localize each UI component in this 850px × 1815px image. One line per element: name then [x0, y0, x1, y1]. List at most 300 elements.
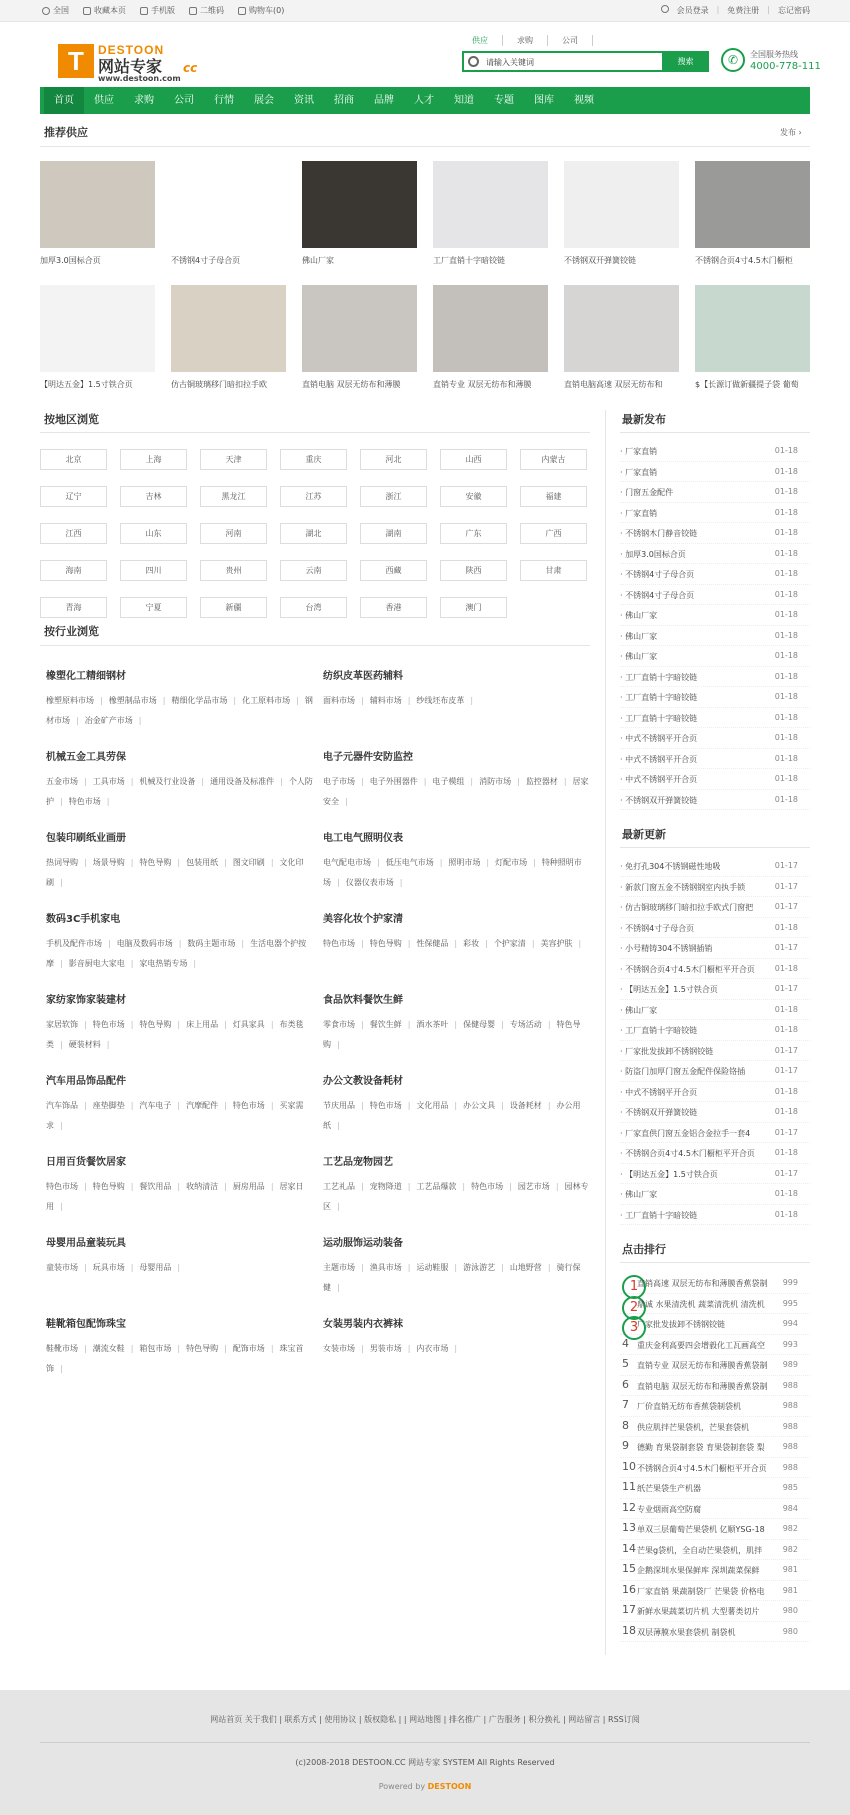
- industry-link[interactable]: 汽摩配件: [186, 1101, 219, 1110]
- list-item-title[interactable]: · 佛山厂家: [620, 631, 658, 641]
- industry-link[interactable]: 工艺品爆款: [416, 1182, 457, 1191]
- industry-link[interactable]: 工艺礼品: [323, 1182, 355, 1191]
- list-item[interactable]: [620, 708, 810, 729]
- nav-item[interactable]: 首页: [44, 87, 84, 114]
- product-card[interactable]: [40, 161, 155, 266]
- product-image[interactable]: [564, 285, 679, 372]
- nav-item[interactable]: 供应: [94, 95, 114, 106]
- topbar-account-link[interactable]: 会员登录: [676, 6, 709, 15]
- rank-item[interactable]: [620, 1601, 810, 1622]
- product-card[interactable]: [433, 285, 548, 390]
- industry-link[interactable]: 家电热销专场: [139, 959, 188, 968]
- search-tab[interactable]: 公司: [548, 35, 593, 46]
- product-card[interactable]: [564, 161, 679, 266]
- industry-heading[interactable]: 女装男装内衣裤袜: [323, 1319, 403, 1330]
- product-image[interactable]: [695, 285, 810, 372]
- industry-link[interactable]: 个护家清: [493, 939, 526, 948]
- industry-heading[interactable]: 包装印刷纸业画册: [46, 833, 126, 844]
- list-item[interactable]: [620, 585, 810, 606]
- list-item-title[interactable]: · 厂家批发拔卸不锈钢铰链: [620, 1046, 714, 1056]
- list-item[interactable]: [620, 667, 810, 688]
- industry-link[interactable]: 橡塑原料市场: [46, 696, 94, 705]
- industry-heading[interactable]: 橡塑化工精细钢材: [46, 671, 126, 682]
- industry-link[interactable]: 特种照明市场: [323, 858, 582, 887]
- list-item[interactable]: [620, 462, 810, 483]
- industry-link[interactable]: 图文印刷: [232, 858, 265, 867]
- list-item[interactable]: [620, 1123, 810, 1144]
- list-item[interactable]: [620, 1000, 810, 1021]
- area-link[interactable]: 上海: [120, 449, 187, 470]
- area-link[interactable]: 江西: [40, 523, 107, 544]
- list-item[interactable]: [620, 646, 810, 667]
- industry-link[interactable]: 机械及行业设备: [139, 777, 196, 786]
- list-item[interactable]: [620, 1164, 810, 1185]
- search-input[interactable]: [486, 55, 666, 69]
- rank-item[interactable]: [620, 1458, 810, 1479]
- industry-link[interactable]: 居家日用: [46, 1182, 304, 1211]
- industry-link[interactable]: 居家安全: [323, 777, 589, 806]
- industry-link[interactable]: 鞋靴市场: [46, 1344, 78, 1353]
- rank-item[interactable]: [620, 1314, 810, 1335]
- list-item-title[interactable]: · 免打孔304不锈钢磁性地吸: [620, 862, 721, 871]
- product-name[interactable]: 不锈钢4寸子母合页: [171, 256, 241, 265]
- industry-link[interactable]: 个人防护: [46, 777, 313, 806]
- product-name[interactable]: 工厂直销十字暗铰链: [433, 256, 505, 265]
- rank-item[interactable]: [620, 1478, 810, 1499]
- area-link[interactable]: 山西: [440, 449, 507, 470]
- industry-link[interactable]: 面料市场: [323, 696, 355, 705]
- product-image[interactable]: [564, 161, 679, 248]
- nav-item[interactable]: 招商: [334, 95, 354, 106]
- product-card[interactable]: [302, 161, 417, 266]
- industry-link[interactable]: 箱包市场: [139, 1344, 172, 1353]
- product-name[interactable]: 不锈钢合页4寸4.5木门橱柜: [695, 256, 793, 265]
- area-link[interactable]: 云南: [280, 560, 347, 581]
- search-button[interactable]: 搜索: [662, 51, 709, 72]
- product-image[interactable]: [40, 285, 155, 372]
- industry-link[interactable]: 彩妆: [463, 939, 480, 948]
- area-link[interactable]: 青海: [40, 597, 107, 618]
- industry-link[interactable]: 灯具家具: [232, 1020, 265, 1029]
- list-item[interactable]: [620, 1205, 810, 1226]
- industry-link[interactable]: 保健母婴: [463, 1020, 496, 1029]
- industry-heading[interactable]: 家纺家饰家装建材: [46, 995, 126, 1006]
- industry-link[interactable]: 工具市场: [92, 777, 125, 786]
- area-link[interactable]: 江苏: [280, 486, 347, 507]
- industry-link[interactable]: 监控器材: [525, 777, 558, 786]
- industry-link[interactable]: 通用设备及标准件: [210, 777, 275, 786]
- list-item-title[interactable]: · 工厂直销十字暗铰链: [620, 1026, 698, 1035]
- industry-link[interactable]: 生活电器个护按摩: [46, 939, 307, 968]
- list-item[interactable]: [620, 918, 810, 939]
- rank-title[interactable]: 厂价直销无纺布香蕉袋制袋机: [637, 1402, 741, 1411]
- list-item-title[interactable]: · 不锈钢4寸子母合页: [620, 570, 695, 579]
- area-link[interactable]: 浙江: [360, 486, 427, 507]
- industry-link[interactable]: 文化用品: [416, 1101, 449, 1110]
- nav-item[interactable]: 知道: [454, 95, 474, 106]
- area-link[interactable]: 海南: [40, 560, 107, 581]
- supply-more-link[interactable]: 发布 ›: [780, 128, 802, 137]
- list-item-title[interactable]: · 中式不锈钢平开合页: [620, 754, 698, 764]
- industry-link[interactable]: 珠宝首饰: [46, 1344, 304, 1373]
- industry-link[interactable]: 买家需求: [46, 1101, 304, 1130]
- industry-link[interactable]: 性保健品: [416, 939, 449, 948]
- product-name[interactable]: 【明达五金】1.5寸铁合页: [40, 380, 133, 389]
- industry-link[interactable]: 运动鞋服: [416, 1263, 449, 1272]
- area-link[interactable]: 香港: [360, 597, 427, 618]
- product-card[interactable]: [302, 285, 417, 390]
- product-name[interactable]: 直销专业 双层无纺布和薄膜: [433, 380, 532, 389]
- rank-title[interactable]: 纸芒果袋生产机器: [637, 1484, 701, 1493]
- area-link[interactable]: 湖南: [360, 523, 427, 544]
- product-image[interactable]: [40, 161, 155, 248]
- industry-link[interactable]: 主题市场: [323, 1263, 355, 1272]
- nav-item[interactable]: 展会: [254, 95, 274, 106]
- area-link[interactable]: 陕西: [440, 560, 507, 581]
- nav-item[interactable]: 图库: [534, 95, 554, 106]
- industry-link[interactable]: 宠物降道: [369, 1182, 402, 1191]
- rank-title[interactable]: 直销高速 双层无纺布和薄膜香蕉袋制: [637, 1279, 768, 1288]
- industry-link[interactable]: 特色市场: [323, 939, 355, 948]
- area-link[interactable]: 福建: [520, 486, 587, 507]
- list-item-title[interactable]: · 小号精铸304不锈钢插销: [620, 944, 713, 953]
- topbar-link[interactable]: [140, 5, 175, 16]
- search-tab[interactable]: 求购: [503, 35, 548, 46]
- product-image[interactable]: [171, 161, 286, 248]
- list-item[interactable]: [620, 1102, 810, 1123]
- list-item-title[interactable]: · 工厂直销十字暗铰链: [620, 713, 698, 723]
- topbar-link[interactable]: [189, 5, 224, 16]
- area-link[interactable]: 四川: [120, 560, 187, 581]
- search-tab[interactable]: 供应: [472, 35, 503, 46]
- industry-link[interactable]: 游泳游艺: [463, 1263, 496, 1272]
- industry-link[interactable]: 办公文具: [463, 1101, 496, 1110]
- area-link[interactable]: 贵州: [200, 560, 267, 581]
- industry-link[interactable]: 电子模组: [432, 777, 465, 786]
- industry-heading[interactable]: 母婴用品童装玩具: [46, 1238, 126, 1249]
- rank-title[interactable]: 鼎诚 水果清洗机 蔬菜清洗机 清洗机: [637, 1299, 765, 1309]
- rank-title[interactable]: 直销专业 双层无纺布和薄膜香蕉袋制: [637, 1361, 768, 1370]
- area-link[interactable]: 西藏: [360, 560, 427, 581]
- rank-item[interactable]: [620, 1273, 810, 1294]
- product-card[interactable]: [171, 285, 286, 390]
- product-card[interactable]: [564, 285, 679, 390]
- list-item-title[interactable]: · 新款门窗五金不锈钢钢室内执手锁: [620, 882, 746, 892]
- list-item[interactable]: [620, 1061, 810, 1082]
- list-item[interactable]: [620, 503, 810, 524]
- list-item-title[interactable]: · 厂家直供门窗五金铝合金拉手一套4: [620, 1128, 751, 1138]
- list-item-title[interactable]: · 加厚3.0国标合页: [620, 549, 686, 559]
- industry-link[interactable]: 零食市场: [323, 1020, 355, 1029]
- rank-title[interactable]: 双层薄膜水果套袋机 制袋机: [637, 1627, 736, 1637]
- product-name[interactable]: $【长源订做新疆提子袋 葡萄: [695, 380, 799, 389]
- industry-link[interactable]: 纱线坯布皮革: [416, 696, 465, 705]
- industry-link[interactable]: 美容护肤: [540, 939, 573, 948]
- industry-heading[interactable]: 运动服饰运动装备: [323, 1238, 403, 1249]
- product-image[interactable]: [302, 161, 417, 248]
- rank-title[interactable]: 德勤 育果袋制套袋 育果袋制套袋 梨: [637, 1443, 765, 1452]
- list-item[interactable]: [620, 959, 810, 980]
- industry-heading[interactable]: 美容化妆个护家清: [323, 914, 403, 925]
- industry-link[interactable]: 电脑及数码市场: [116, 939, 173, 948]
- product-image[interactable]: [302, 285, 417, 372]
- industry-link[interactable]: 文化印刷: [46, 858, 304, 887]
- industry-link[interactable]: 潮流女鞋: [92, 1344, 125, 1353]
- industry-link[interactable]: 汽车电子: [139, 1101, 172, 1110]
- industry-link[interactable]: 收纳清洁: [186, 1182, 219, 1191]
- industry-link[interactable]: 灯配市场: [495, 858, 528, 867]
- topbar-link[interactable]: [83, 5, 126, 16]
- industry-link[interactable]: 山地野营: [509, 1263, 542, 1272]
- industry-link[interactable]: 橡塑制品市场: [108, 696, 157, 705]
- nav-item[interactable]: 行情: [214, 95, 234, 106]
- industry-link[interactable]: 硬装材料: [68, 1040, 101, 1049]
- product-card[interactable]: [695, 285, 810, 390]
- industry-link[interactable]: 特色导购: [139, 1020, 172, 1029]
- list-item-title[interactable]: · 佛山厂家: [620, 652, 658, 661]
- area-link[interactable]: 北京: [40, 449, 107, 470]
- industry-link[interactable]: 电子外围器件: [369, 777, 418, 786]
- industry-link[interactable]: 消防市场: [479, 777, 512, 786]
- rank-item[interactable]: [620, 1396, 810, 1417]
- product-name[interactable]: 加厚3.0国标合页: [40, 256, 101, 265]
- list-item-title[interactable]: · 不锈钢合页4寸4.5木门橱柜平开合页: [620, 964, 755, 974]
- list-item[interactable]: [620, 1082, 810, 1103]
- industry-heading[interactable]: 电子元器件安防监控: [323, 752, 413, 763]
- product-name[interactable]: 直销电脑 双层无纺布和薄膜: [302, 380, 401, 389]
- area-link[interactable]: 澳门: [440, 597, 507, 618]
- area-link[interactable]: 河南: [200, 523, 267, 544]
- list-item-title[interactable]: · 防盗门加厚门窗五金配件保险铬插: [620, 1067, 746, 1076]
- area-link[interactable]: 黑龙江: [200, 486, 267, 507]
- topbar-account-link[interactable]: 免费注册: [727, 6, 760, 15]
- industry-link[interactable]: 餐饮生鲜: [369, 1020, 402, 1029]
- product-image[interactable]: [695, 161, 810, 248]
- industry-heading[interactable]: 食品饮料餐饮生鲜: [323, 995, 403, 1006]
- product-image[interactable]: [171, 285, 286, 372]
- list-item[interactable]: [620, 441, 810, 462]
- industry-link[interactable]: 母婴用品: [139, 1263, 172, 1272]
- rank-item[interactable]: [620, 1417, 810, 1438]
- industry-heading[interactable]: 机械五金工具劳保: [46, 752, 126, 763]
- industry-link[interactable]: 数码主题市场: [187, 939, 236, 948]
- rank-title[interactable]: 新鲜水果蔬菜切片机 大型薯类切片: [637, 1607, 760, 1616]
- industry-link[interactable]: 特色导购: [139, 858, 172, 867]
- industry-link[interactable]: 冶金矿产市场: [84, 716, 133, 725]
- industry-link[interactable]: 特色市场: [46, 1182, 78, 1191]
- rank-item[interactable]: [620, 1519, 810, 1540]
- area-link[interactable]: 台湾: [280, 597, 347, 618]
- product-card[interactable]: [695, 161, 810, 266]
- industry-link[interactable]: 园林专区: [323, 1182, 589, 1211]
- industry-link[interactable]: 餐饮用品: [139, 1182, 172, 1191]
- industry-link[interactable]: 照明市场: [448, 858, 481, 867]
- rank-item[interactable]: [620, 1581, 810, 1602]
- topbar-link[interactable]: [238, 5, 284, 16]
- industry-link[interactable]: 园艺市场: [517, 1182, 550, 1191]
- rank-item[interactable]: [620, 1376, 810, 1397]
- product-name[interactable]: 佛山厂家: [302, 256, 334, 265]
- list-item-title[interactable]: · 佛山厂家: [620, 611, 658, 620]
- area-link[interactable]: 湖北: [280, 523, 347, 544]
- industry-link[interactable]: 场景导购: [92, 858, 125, 867]
- rank-title[interactable]: 企鹅深圳水果保鲜库 深圳蔬菜保鲜: [637, 1566, 760, 1575]
- rank-item[interactable]: [620, 1499, 810, 1520]
- industry-link[interactable]: 特色市场: [471, 1182, 504, 1191]
- list-item-title[interactable]: · 工厂直销十字暗铰链: [620, 1210, 698, 1220]
- industry-link[interactable]: 化工原料市场: [242, 696, 291, 705]
- list-item[interactable]: [620, 544, 810, 565]
- list-item-title[interactable]: · 厂家直销: [620, 467, 658, 477]
- product-name[interactable]: 仿古铜玻璃移门暗扣拉手欧: [171, 380, 267, 389]
- list-item-title[interactable]: · 仿古铜玻璃移门暗扣拉手欧式门窗把: [620, 903, 754, 912]
- industry-link[interactable]: 热词导购: [46, 858, 78, 867]
- list-item[interactable]: [620, 1020, 810, 1041]
- list-item[interactable]: [620, 1184, 810, 1205]
- rank-title[interactable]: 厂家批发拔卸不锈钢铰链: [637, 1320, 725, 1329]
- list-item[interactable]: [620, 605, 810, 626]
- rank-title[interactable]: 专业烟雨高空防腐: [637, 1504, 701, 1514]
- industry-link[interactable]: 骑行保健: [323, 1263, 581, 1292]
- industry-link[interactable]: 座垫脚垫: [92, 1101, 125, 1110]
- industry-heading[interactable]: 办公文教设备耗材: [323, 1076, 403, 1087]
- list-item[interactable]: [620, 938, 810, 959]
- product-name[interactable]: 不锈钢双开弹簧铰链: [564, 256, 636, 265]
- industry-link[interactable]: 渔具市场: [369, 1263, 402, 1272]
- product-card[interactable]: [433, 161, 548, 266]
- area-link[interactable]: 甘肃: [520, 560, 587, 581]
- list-item-title[interactable]: · 不锈钢4寸子母合页: [620, 923, 695, 933]
- industry-heading[interactable]: 工艺品宠物园艺: [323, 1157, 393, 1168]
- area-link[interactable]: 河北: [360, 449, 427, 470]
- industry-link[interactable]: 特色市场: [92, 1020, 125, 1029]
- industry-link[interactable]: 床上用品: [186, 1020, 219, 1029]
- rank-item[interactable]: [620, 1437, 810, 1458]
- area-link[interactable]: 辽宁: [40, 486, 107, 507]
- industry-link[interactable]: 办公用纸: [323, 1101, 581, 1130]
- area-link[interactable]: 宁夏: [120, 597, 187, 618]
- rank-item[interactable]: [620, 1622, 810, 1643]
- industry-link[interactable]: 汽车饰品: [46, 1101, 78, 1110]
- nav-item[interactable]: 资讯: [294, 95, 314, 106]
- industry-heading[interactable]: 鞋靴箱包配饰珠宝: [46, 1319, 126, 1330]
- list-item-title[interactable]: · 中式不锈钢平开合页: [620, 1087, 698, 1097]
- industry-link[interactable]: 玩具市场: [92, 1263, 125, 1272]
- list-item-title[interactable]: · 佛山厂家: [620, 1005, 658, 1015]
- product-image[interactable]: [433, 161, 548, 248]
- list-item-title[interactable]: · 工厂直销十字暗铰链: [620, 693, 698, 702]
- list-item[interactable]: [620, 856, 810, 877]
- list-item-title[interactable]: · 【明达五金】1.5寸铁合页: [620, 985, 718, 994]
- industry-link[interactable]: 特色导购: [92, 1182, 125, 1191]
- list-item-title[interactable]: · 不锈钢双开弹簧铰链: [620, 795, 698, 805]
- list-item-title[interactable]: · 中式不锈钢平开合页: [620, 775, 698, 784]
- list-item-title[interactable]: · 佛山厂家: [620, 1190, 658, 1199]
- industry-link[interactable]: 节庆用品: [323, 1101, 355, 1110]
- list-item[interactable]: [620, 687, 810, 708]
- industry-link[interactable]: 设备耗材: [509, 1101, 542, 1110]
- list-item[interactable]: [620, 769, 810, 790]
- industry-link[interactable]: 内衣市场: [416, 1344, 449, 1353]
- list-item[interactable]: [620, 790, 810, 811]
- footer-links[interactable]: 网站首页 关于我们 | 联系方式 | 使用协议 | 版权隐私 | | 网站地图 | 排名推广 | 广告服务 | 积分换礼 | 网站留言 | RSS订阅: [210, 1715, 640, 1724]
- industry-heading[interactable]: 汽车用品饰品配件: [46, 1076, 126, 1087]
- list-item[interactable]: [620, 564, 810, 585]
- industry-link[interactable]: 特色导购: [186, 1344, 219, 1353]
- list-item-title[interactable]: · 中式不锈钢平开合页: [620, 734, 698, 743]
- list-item-title[interactable]: · 不锈钢木门静音铰链: [620, 529, 698, 538]
- industry-link[interactable]: 厨房用品: [232, 1182, 265, 1191]
- topbar-link[interactable]: [42, 5, 69, 16]
- industry-link[interactable]: 精细化学品市场: [171, 696, 228, 705]
- industry-link[interactable]: 女装市场: [323, 1344, 355, 1353]
- topbar-account-link[interactable]: 忘记密码: [778, 6, 810, 15]
- product-card[interactable]: [171, 161, 286, 266]
- list-item[interactable]: [620, 877, 810, 898]
- list-item-title[interactable]: · 厂家直销: [620, 508, 658, 518]
- industry-link[interactable]: 特色市场: [369, 1101, 402, 1110]
- rank-title[interactable]: 厂家直销 果蔬制袋厂 芒果袋 价格电: [637, 1586, 765, 1596]
- list-item[interactable]: [620, 523, 810, 544]
- list-item[interactable]: [620, 1143, 810, 1164]
- rank-item[interactable]: [620, 1294, 810, 1315]
- rank-title[interactable]: 供应肌拌芒果袋机，芒果套袋机: [637, 1422, 749, 1432]
- industry-link[interactable]: 低压电气市场: [385, 858, 434, 867]
- list-item-title[interactable]: · 工厂直销十字暗铰链: [620, 672, 698, 682]
- area-link[interactable]: 内蒙古: [520, 449, 587, 470]
- industry-link[interactable]: 电子市场: [323, 777, 355, 786]
- rank-item[interactable]: [620, 1540, 810, 1561]
- industry-link[interactable]: 五金市场: [46, 777, 78, 786]
- industry-heading[interactable]: 纺织皮革医药辅料: [323, 671, 403, 682]
- rank-item[interactable]: [620, 1355, 810, 1376]
- nav-item[interactable]: 视频: [574, 95, 594, 106]
- area-link[interactable]: 山东: [120, 523, 187, 544]
- industry-link[interactable]: 酒水茶叶: [416, 1020, 449, 1029]
- list-item[interactable]: [620, 897, 810, 918]
- list-item-title[interactable]: · 不锈钢合页4寸4.5木门橱柜平开合页: [620, 1149, 755, 1158]
- nav-item[interactable]: 公司: [174, 95, 194, 106]
- industry-link[interactable]: 手机及配件市场: [46, 939, 102, 948]
- industry-link[interactable]: 布类毯类: [46, 1020, 304, 1049]
- area-link[interactable]: 广西: [520, 523, 587, 544]
- list-item-title[interactable]: · 【明达五金】1.5寸铁合页: [620, 1169, 718, 1179]
- list-item[interactable]: [620, 749, 810, 770]
- nav-item[interactable]: 人才: [414, 95, 434, 106]
- area-link[interactable]: 广东: [440, 523, 507, 544]
- nav-item[interactable]: 专题: [494, 95, 514, 106]
- industry-heading[interactable]: 电工电气照明仪表: [323, 833, 403, 844]
- industry-link[interactable]: 特色市场: [232, 1101, 265, 1110]
- area-link[interactable]: 安徽: [440, 486, 507, 507]
- rank-title[interactable]: 直销电脑 双层无纺布和薄膜香蕉袋制: [637, 1381, 768, 1391]
- industry-link[interactable]: 男装市场: [369, 1344, 402, 1353]
- rank-title[interactable]: 单双三层葡萄芒果袋机 亿顺YSG-18: [637, 1525, 765, 1534]
- rank-item[interactable]: [620, 1335, 810, 1356]
- list-item-title[interactable]: · 不锈钢4寸子母合页: [620, 590, 695, 600]
- product-image[interactable]: [433, 285, 548, 372]
- product-name[interactable]: 直销电脑高速 双层无纺布和: [564, 380, 663, 389]
- list-item[interactable]: [620, 979, 810, 1000]
- nav-item[interactable]: 求购: [134, 95, 154, 106]
- industry-link[interactable]: 特色导购: [323, 1020, 581, 1049]
- nav-item[interactable]: 品牌: [374, 95, 394, 106]
- list-item[interactable]: [620, 482, 810, 503]
- list-item[interactable]: [620, 1041, 810, 1062]
- list-item[interactable]: [620, 626, 810, 647]
- list-item-title[interactable]: · 不锈钢双开弹簧铰链: [620, 1108, 698, 1117]
- industry-link[interactable]: 电气配电市场: [323, 858, 371, 867]
